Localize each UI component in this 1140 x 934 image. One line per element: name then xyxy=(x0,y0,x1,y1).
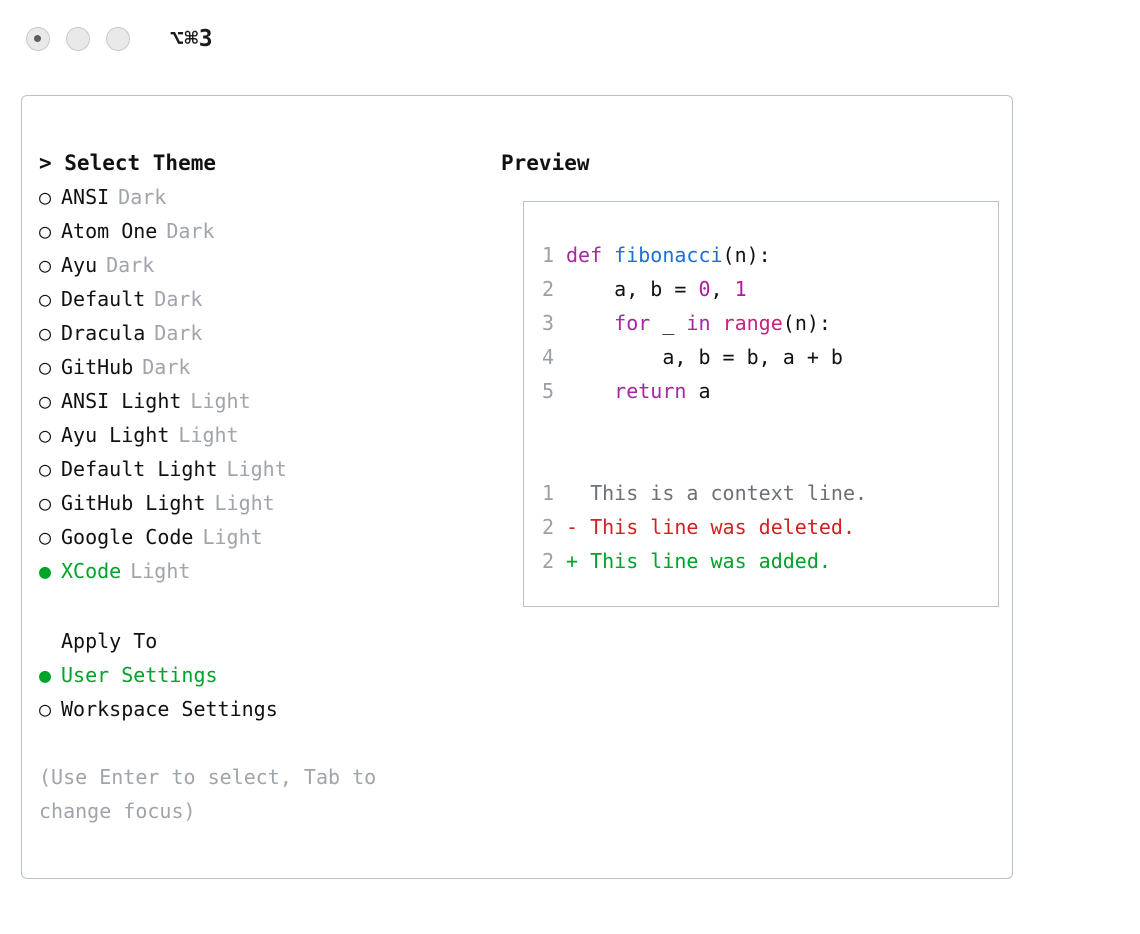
diff-line-context xyxy=(524,476,998,510)
radio-icon: ○ xyxy=(39,321,52,345)
code-token xyxy=(566,374,614,408)
traffic-light-close-icon[interactable] xyxy=(26,27,50,51)
theme-option-ansi-light[interactable] xyxy=(39,384,479,418)
theme-variant: Dark xyxy=(166,219,215,243)
theme-option-github-light[interactable] xyxy=(39,486,479,520)
theme-option-atom-one-dark[interactable] xyxy=(39,214,479,248)
theme-label: GitHub Light xyxy=(61,491,206,515)
code-token xyxy=(566,306,614,340)
theme-option-xcode-light[interactable] xyxy=(39,554,479,588)
spacer xyxy=(39,588,479,624)
apply-to-option-workspace-settings[interactable] xyxy=(39,692,479,726)
code-token: (n): xyxy=(722,243,771,267)
code-token: 1 xyxy=(734,277,747,301)
theme-label: ANSI xyxy=(61,185,110,209)
blank-line xyxy=(524,408,998,442)
code-token: a, b = xyxy=(566,277,699,301)
traffic-light-maximize-icon[interactable] xyxy=(106,27,130,51)
theme-label: Google Code xyxy=(61,525,194,549)
theme-label: ANSI Light xyxy=(61,389,182,413)
apply-to-label: Workspace Settings xyxy=(61,697,278,721)
theme-variant: Light xyxy=(178,423,239,447)
theme-variant: Dark xyxy=(154,321,203,345)
code-token: return xyxy=(614,379,687,403)
keyboard-hint-text: (Use Enter to select, Tab to change focus) xyxy=(39,765,389,823)
theme-label: Atom One xyxy=(61,219,158,243)
diff-text: This line was deleted. xyxy=(578,515,855,539)
diff-text: This is a context line. xyxy=(578,481,868,505)
theme-variant: Dark xyxy=(142,355,191,379)
preview-heading: Preview xyxy=(501,151,590,175)
line-number: 1 xyxy=(541,243,554,267)
apply-to-list xyxy=(39,658,479,726)
radio-selected-icon: ● xyxy=(39,663,52,687)
theme-label: Default xyxy=(61,287,146,311)
radio-icon: ○ xyxy=(39,185,52,209)
diff-line-added xyxy=(524,544,998,578)
code-line xyxy=(524,340,998,374)
apply-to-heading: Apply To xyxy=(61,629,158,653)
theme-label: Dracula xyxy=(61,321,146,345)
code-token xyxy=(711,306,723,340)
radio-icon: ○ xyxy=(39,423,52,447)
radio-icon: ○ xyxy=(39,219,52,243)
preview-box xyxy=(523,201,999,607)
theme-option-list xyxy=(39,180,479,588)
radio-selected-icon: ● xyxy=(39,559,52,583)
code-token: 0 xyxy=(698,277,711,301)
code-line xyxy=(524,238,998,272)
line-number: 2 xyxy=(541,277,554,301)
code-line xyxy=(524,374,998,408)
blank-line xyxy=(524,442,998,476)
theme-option-google-code-light[interactable] xyxy=(39,520,479,554)
theme-label: GitHub xyxy=(61,355,134,379)
diff-line-deleted xyxy=(524,510,998,544)
code-token: in xyxy=(686,311,711,335)
theme-variant: Dark xyxy=(154,287,203,311)
theme-variant: Light xyxy=(202,525,263,549)
radio-icon: ○ xyxy=(39,355,52,379)
code-token: def xyxy=(566,243,615,267)
theme-label: Ayu xyxy=(61,253,98,277)
radio-icon: ○ xyxy=(39,491,52,515)
theme-picker-column xyxy=(39,146,479,828)
shortcut-label: ⌥⌘3 xyxy=(170,26,214,52)
diff-marker: + xyxy=(566,549,579,573)
line-number: 3 xyxy=(541,311,554,335)
line-number: 4 xyxy=(541,345,554,369)
diff-marker xyxy=(566,476,578,510)
code-token: , xyxy=(710,277,735,301)
line-number: 1 xyxy=(541,481,554,505)
theme-variant: Light xyxy=(214,491,275,515)
select-theme-heading: > Select Theme xyxy=(39,151,217,175)
radio-icon: ○ xyxy=(39,389,52,413)
apply-to-option-user-settings[interactable] xyxy=(39,658,479,692)
code-token: range xyxy=(722,311,783,335)
theme-option-ansi-dark[interactable] xyxy=(39,180,479,214)
code-token: for xyxy=(614,311,651,335)
theme-variant: Light xyxy=(130,559,191,583)
code-line xyxy=(524,272,998,306)
radio-icon: ○ xyxy=(39,287,52,311)
code-token: a xyxy=(686,379,711,403)
theme-variant: Light xyxy=(190,389,251,413)
radio-icon: ○ xyxy=(39,525,52,549)
radio-icon: ○ xyxy=(39,253,52,277)
theme-option-ayu-dark[interactable] xyxy=(39,248,479,282)
diff-text: This line was added. xyxy=(578,549,831,573)
code-line xyxy=(524,306,998,340)
theme-option-github-dark[interactable] xyxy=(39,350,479,384)
code-token: _ xyxy=(650,311,687,335)
code-token: a, b = b, a + b xyxy=(566,345,843,369)
apply-to-label: User Settings xyxy=(61,663,218,687)
line-number: 2 xyxy=(541,515,554,539)
theme-label: Default Light xyxy=(61,457,218,481)
theme-label: Ayu Light xyxy=(61,423,170,447)
preview-column xyxy=(501,146,991,573)
tui-panel xyxy=(21,95,1013,879)
theme-variant: Light xyxy=(226,457,287,481)
radio-icon: ○ xyxy=(39,697,52,721)
radio-icon: ○ xyxy=(39,457,52,481)
code-token: fibonacci xyxy=(614,243,723,267)
theme-variant: Dark xyxy=(118,185,167,209)
diff-marker: - xyxy=(566,515,579,539)
theme-option-default-light[interactable] xyxy=(39,452,479,486)
theme-option-dracula-dark[interactable] xyxy=(39,316,479,350)
theme-variant: Dark xyxy=(106,253,155,277)
theme-label: XCode xyxy=(61,559,122,583)
line-number: 5 xyxy=(541,379,554,403)
traffic-light-minimize-icon[interactable] xyxy=(66,27,90,51)
theme-option-default-dark[interactable] xyxy=(39,282,479,316)
title-bar xyxy=(0,0,1140,78)
line-number: 2 xyxy=(541,549,554,573)
code-token: (n): xyxy=(782,311,831,335)
theme-option-ayu-light[interactable] xyxy=(39,418,479,452)
